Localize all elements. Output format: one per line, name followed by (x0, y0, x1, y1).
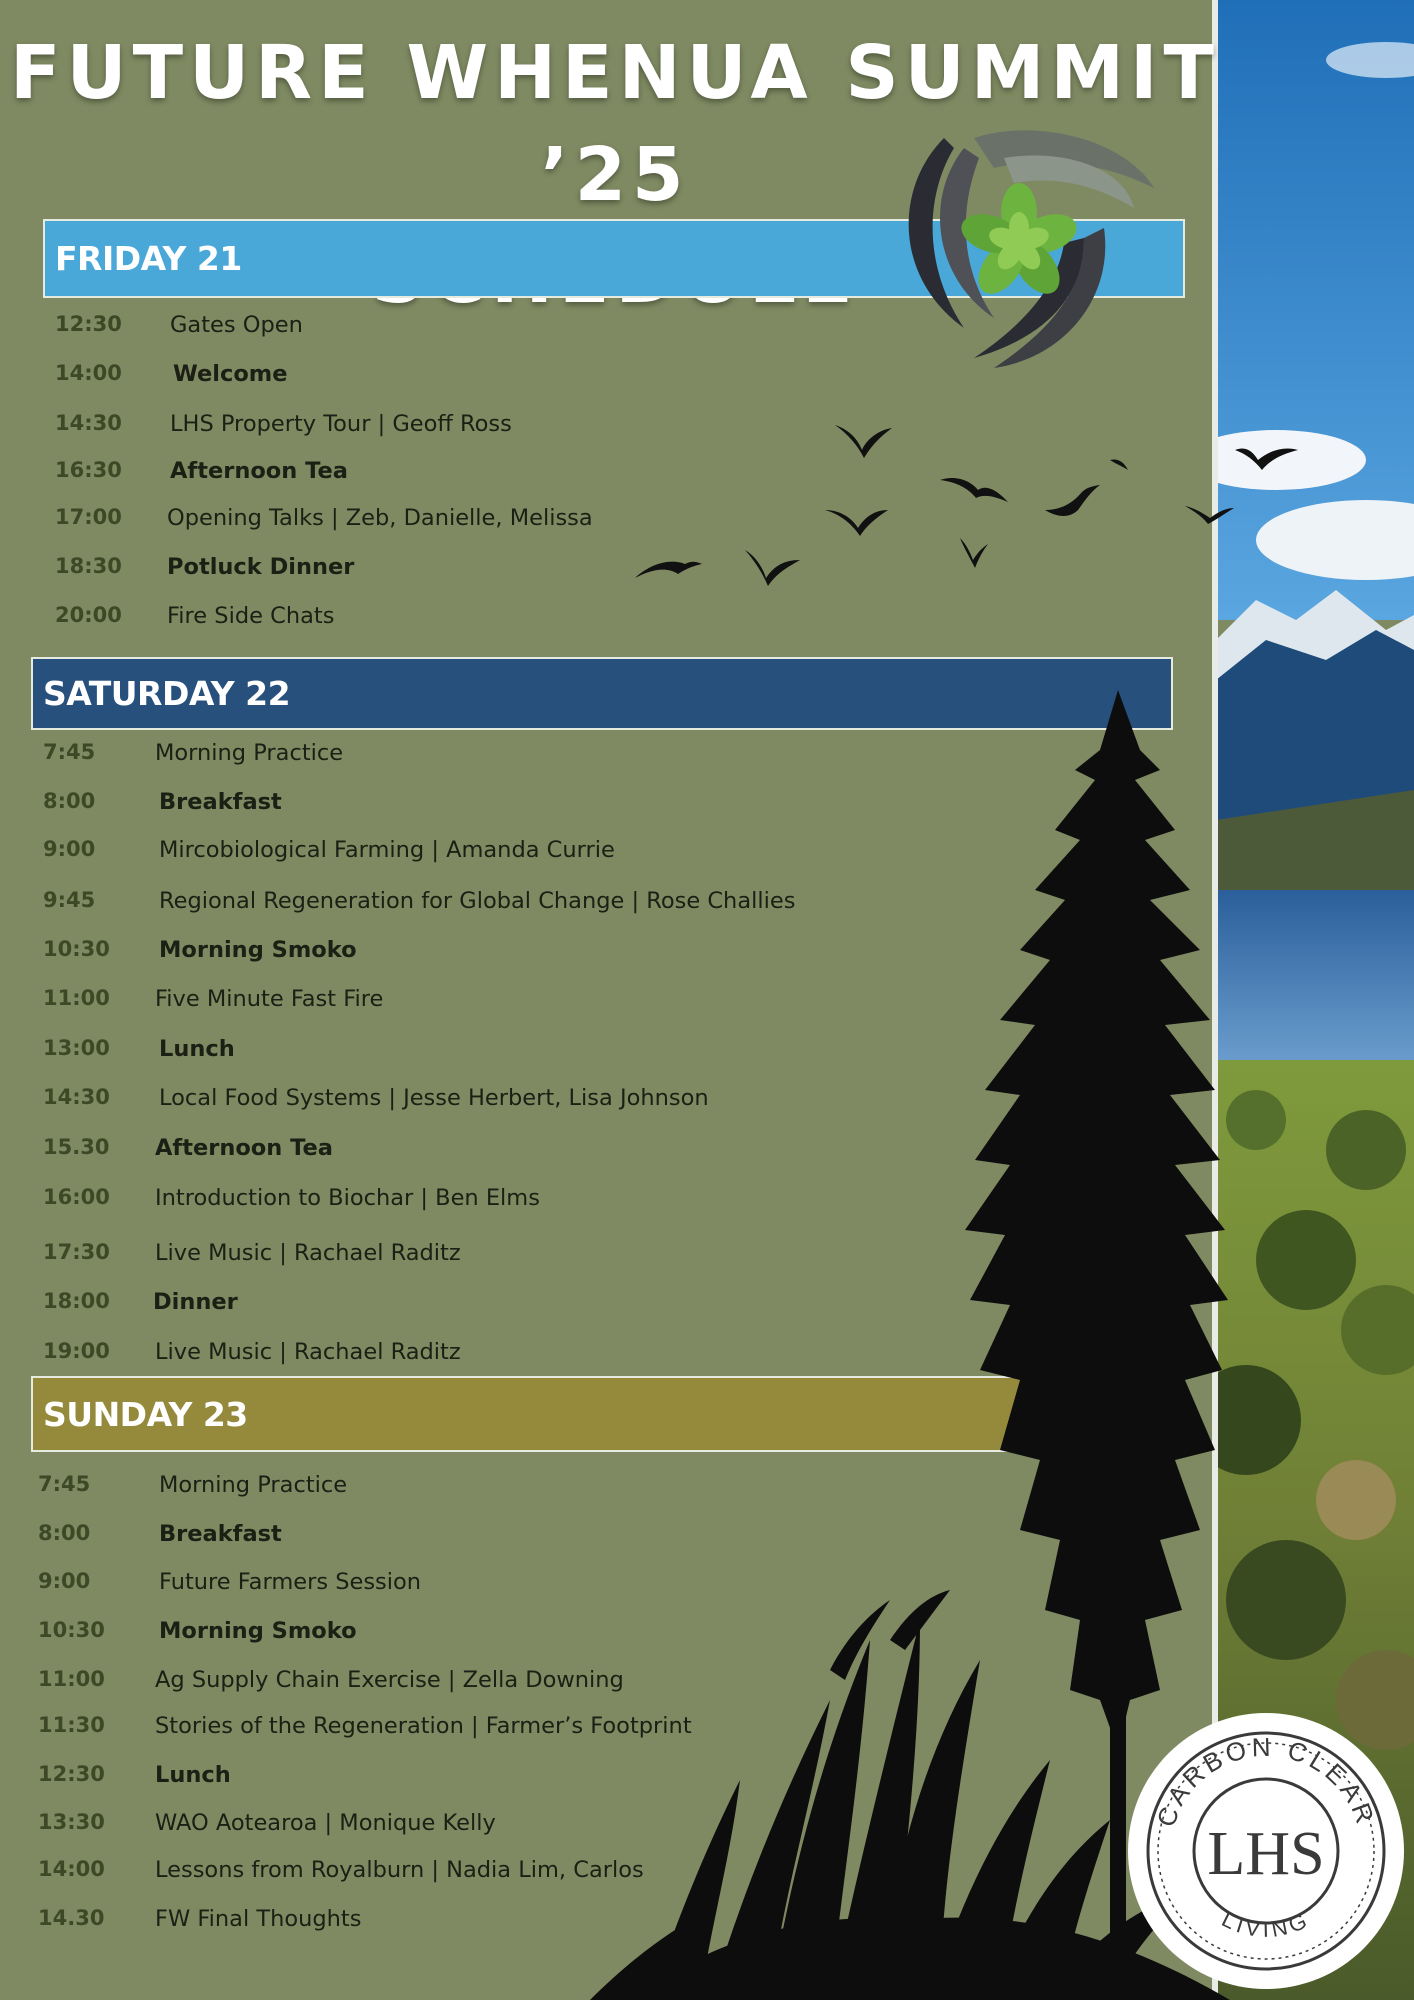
saturday-schedule-row (43, 888, 943, 928)
saturday-schedule-row (43, 1339, 943, 1379)
event-title: Lessons from Royalburn | Nadia Lim, Carlos (155, 1857, 644, 1883)
friday-schedule-row (55, 312, 955, 352)
sunday-schedule-row (38, 1762, 938, 1802)
event-time: 16:00 (43, 1185, 110, 1209)
event-title: Dinner (153, 1289, 238, 1315)
event-time: 15.30 (43, 1135, 110, 1159)
event-title: Five Minute Fast Fire (155, 986, 384, 1012)
event-title: Afternoon Tea (155, 1135, 333, 1161)
saturday-schedule-row (43, 837, 943, 877)
event-time: 18:00 (43, 1289, 110, 1313)
sunday-schedule-row (38, 1618, 938, 1658)
event-time: 18:30 (55, 554, 122, 578)
event-time: 11:30 (38, 1713, 105, 1737)
event-title: WAO Aotearoa | Monique Kelly (155, 1810, 496, 1836)
event-title: FW Final Thoughts (155, 1906, 362, 1932)
event-title: Breakfast (159, 1521, 282, 1547)
event-time: 10:30 (43, 937, 110, 961)
event-time: 13:00 (43, 1036, 110, 1060)
sunday-schedule-row (38, 1713, 938, 1753)
badge-monogram: LHS (1207, 1820, 1325, 1888)
event-title: Local Food Systems | Jesse Herbert, Lisa Johnson (159, 1085, 709, 1111)
event-title: Opening Talks | Zeb, Danielle, Melissa (167, 505, 593, 531)
event-time: 14.30 (38, 1906, 105, 1930)
event-time: 9:00 (43, 837, 96, 861)
event-time: 11:00 (38, 1667, 105, 1691)
event-title: Lunch (155, 1762, 231, 1788)
event-title: Mircobiological Farming | Amanda Currie (159, 837, 615, 863)
saturday-schedule-row (43, 1135, 943, 1175)
saturday-schedule-row (43, 986, 943, 1026)
carbon-clear-living-badge (1127, 1712, 1405, 1990)
event-title: Lunch (159, 1036, 235, 1062)
saturday-schedule-row (43, 1240, 943, 1280)
badge-bottom-text: LIVING (1217, 1906, 1315, 1943)
event-time: 14:30 (43, 1085, 110, 1109)
event-time: 12:30 (55, 312, 122, 336)
sunday-header: SUNDAY 23 (31, 1376, 1173, 1452)
event-time: 13:30 (38, 1810, 105, 1834)
event-title: Afternoon Tea (170, 458, 348, 484)
saturday-schedule-row (43, 937, 943, 977)
event-title: Morning Practice (159, 1472, 348, 1498)
sunday-schedule-row (38, 1569, 938, 1609)
sunday-schedule-row (38, 1857, 938, 1897)
event-title: Regional Regeneration for Global Change | Rose Challies (159, 888, 796, 914)
event-title: Breakfast (159, 789, 282, 815)
event-title: Morning Smoko (159, 937, 357, 963)
event-title: LHS Property Tour | Geoff Ross (170, 411, 512, 437)
friday-schedule-row (55, 603, 955, 643)
saturday-schedule-row (43, 740, 943, 780)
event-time: 19:00 (43, 1339, 110, 1363)
title-line-1: FUTURE WHENUA SUMMIT ’25 (9, 30, 1221, 218)
friday-header: FRIDAY 21 (43, 219, 1185, 298)
sunday-schedule-row (38, 1667, 938, 1707)
event-time: 16:30 (55, 458, 122, 482)
event-title: Fire Side Chats (167, 603, 335, 629)
event-time: 9:45 (43, 888, 96, 912)
saturday-header: SATURDAY 22 (31, 657, 1173, 730)
saturday-schedule-row (43, 1036, 943, 1076)
event-time: 14:00 (38, 1857, 105, 1881)
event-time: 20:00 (55, 603, 122, 627)
badge-top-text: CARBON CLEAR (1150, 1731, 1382, 1831)
friday-schedule-row (55, 554, 955, 594)
saturday-schedule-row (43, 1289, 943, 1329)
event-time: 10:30 (38, 1618, 105, 1642)
event-title: Potluck Dinner (167, 554, 355, 580)
event-title: Live Music | Rachael Raditz (155, 1339, 461, 1365)
mountain-lake-photo (1216, 0, 1414, 2000)
event-time: 12:30 (38, 1762, 105, 1786)
event-title: Morning Practice (155, 740, 344, 766)
event-time: 17:30 (43, 1240, 110, 1264)
event-time: 11:00 (43, 986, 110, 1010)
friday-schedule-row (55, 411, 955, 451)
event-time: 7:45 (38, 1472, 91, 1496)
event-title: Morning Smoko (159, 1618, 357, 1644)
event-time: 8:00 (38, 1521, 91, 1545)
event-title: Introduction to Biochar | Ben Elms (155, 1185, 540, 1211)
event-title: Future Farmers Session (159, 1569, 422, 1595)
saturday-schedule-row (43, 1085, 943, 1125)
event-time: 14:30 (55, 411, 122, 435)
friday-schedule-row (55, 458, 955, 498)
sunday-schedule-row (38, 1472, 938, 1512)
friday-schedule-row (55, 505, 955, 545)
event-time: 14:00 (55, 361, 122, 385)
event-title: Ag Supply Chain Exercise | Zella Downing (155, 1667, 624, 1693)
sunday-schedule-row (38, 1810, 938, 1850)
event-time: 8:00 (43, 789, 96, 813)
event-title: Live Music | Rachael Raditz (155, 1240, 461, 1266)
event-title: Gates Open (170, 312, 303, 338)
event-title: Welcome (173, 361, 288, 387)
event-time: 9:00 (38, 1569, 91, 1593)
friday-schedule-row (55, 361, 955, 401)
event-time: 7:45 (43, 740, 96, 764)
saturday-schedule-row (43, 789, 943, 829)
sunday-schedule-row (38, 1521, 938, 1561)
event-title: Stories of the Regeneration | Farmer’s Footprint (155, 1713, 692, 1739)
saturday-schedule-row (43, 1185, 943, 1225)
event-time: 17:00 (55, 505, 122, 529)
sunday-schedule-row (38, 1906, 938, 1946)
